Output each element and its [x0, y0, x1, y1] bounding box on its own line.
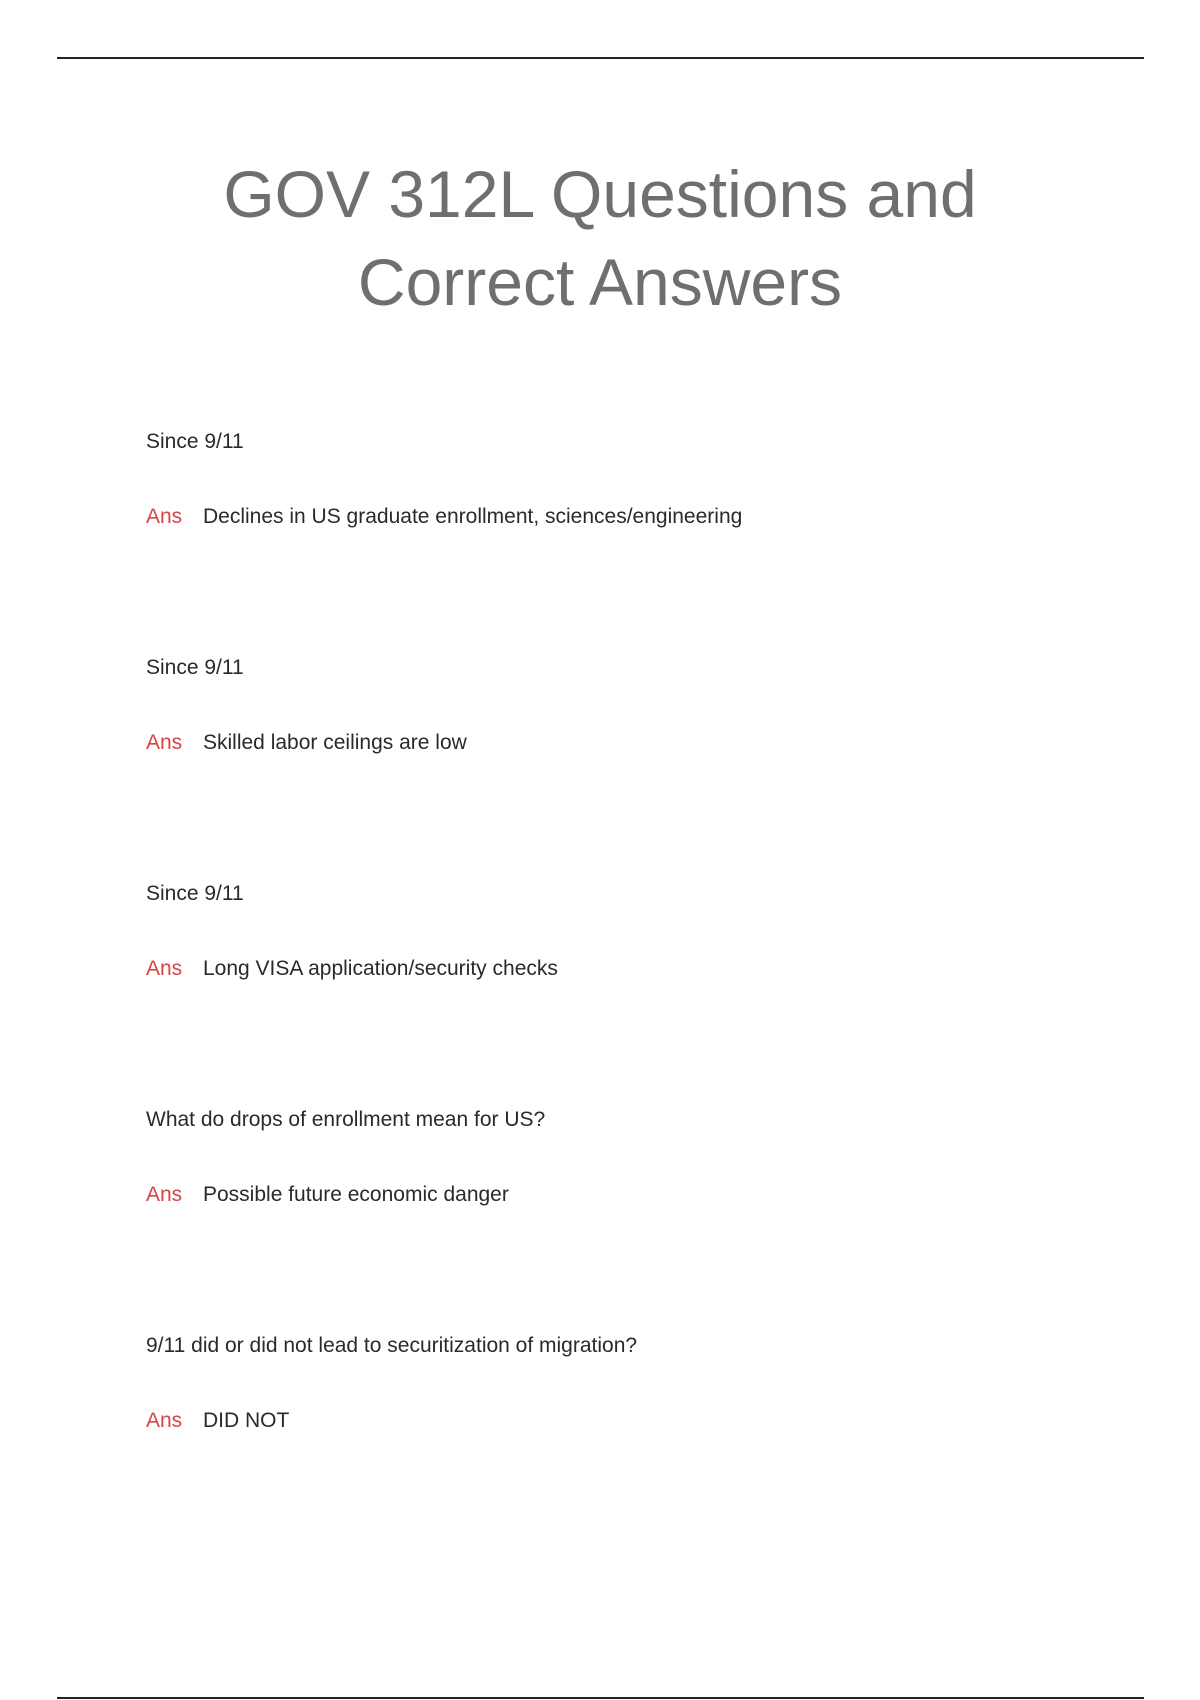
answer-text: Long VISA application/security checks — [203, 957, 558, 980]
answer-label: Ans — [146, 957, 183, 980]
answer-label: Ans — [146, 1183, 183, 1206]
question-text: Since 9/11 — [146, 882, 244, 905]
title-line-1: GOV 312L Questions and — [223, 157, 977, 231]
answer-row — [146, 955, 558, 983]
answer-text: Declines in US graduate enrollment, sciences/engineering — [203, 505, 743, 528]
answer-text: DID NOT — [203, 1409, 290, 1432]
answer-row — [146, 503, 742, 531]
answer-row — [146, 1407, 289, 1435]
answer-label: Ans — [146, 1409, 183, 1432]
answer-text: Possible future economic danger — [203, 1183, 509, 1206]
answer-text: Skilled labor ceilings are low — [203, 731, 467, 754]
header-rule — [57, 57, 1144, 59]
question-text: Since 9/11 — [146, 656, 244, 679]
question-text: What do drops of enrollment mean for US? — [146, 1108, 546, 1131]
footer-rule — [57, 1697, 1144, 1699]
document-title — [0, 150, 1200, 326]
answer-row — [146, 1181, 509, 1209]
answer-label: Ans — [146, 731, 183, 754]
title-line-2: Correct Answers — [357, 245, 843, 319]
question-text: 9/11 did or did not lead to securitization of migration? — [146, 1334, 638, 1357]
question-text: Since 9/11 — [146, 430, 244, 453]
answer-label: Ans — [146, 505, 183, 528]
answer-row — [146, 729, 467, 757]
